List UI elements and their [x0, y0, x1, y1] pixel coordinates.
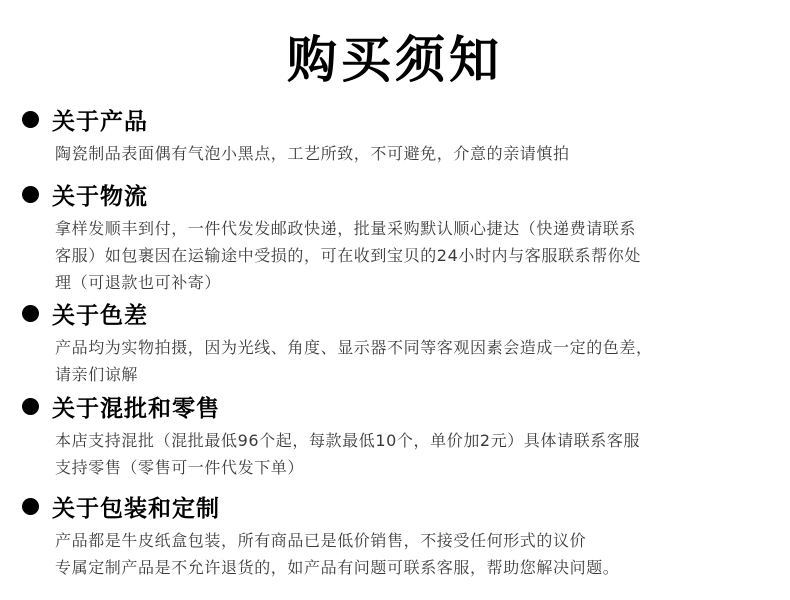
body-line: 产品都是牛皮纸盒包装，所有商品已是低价销售，不接受任何形式的议价	[55, 531, 587, 550]
bullet-icon	[22, 498, 39, 515]
section-heading-text: 关于包装和定制	[52, 495, 220, 522]
section-heading-text: 关于混批和零售	[52, 395, 220, 422]
section-body	[55, 215, 782, 296]
section-product	[22, 102, 782, 167]
bullet-icon	[22, 186, 39, 203]
bullet-icon	[22, 111, 39, 128]
section-logistics	[22, 177, 782, 296]
section-body	[55, 334, 782, 388]
section-heading	[22, 177, 782, 211]
bullet-icon	[22, 398, 39, 415]
body-line: 支持零售（零售可一件代发下单）	[55, 458, 305, 477]
section-body	[55, 140, 782, 167]
body-line: 专属定制产品是不允许退货的，如产品有问题可联系客服，帮助您解决问题。	[55, 558, 620, 577]
section-heading	[22, 296, 782, 330]
section-heading	[22, 102, 782, 136]
body-line: 拿样发顺丰到付，一件代发发邮政快递，批量采购默认顺心捷达（快递费请联系	[55, 219, 637, 238]
section-heading-text: 关于色差	[52, 302, 148, 329]
section-heading	[22, 489, 782, 523]
body-line: 本店支持混批（混批最低96个起，每款最低10个，单价加2元）具体请联系客服	[55, 431, 641, 450]
body-line: 请亲们谅解	[55, 365, 139, 384]
section-packaging-customization	[22, 489, 782, 581]
body-line: 产品均为实物拍摄，因为光线、角度、显示器不同等客观因素会造成一定的色差，	[55, 338, 653, 357]
section-body	[55, 527, 782, 581]
section-heading-text: 关于物流	[52, 183, 148, 210]
section-mixed-wholesale-retail	[22, 389, 782, 481]
section-body	[55, 427, 782, 481]
section-color-difference	[22, 296, 782, 388]
body-line: 陶瓷制品表面偶有气泡小黑点，工艺所致，不可避免，介意的亲请慎拍	[55, 144, 570, 163]
page-title: 购买须知	[287, 31, 503, 89]
body-line: 客服）如包裹因在运输途中受损的，可在收到宝贝的24小时内与客服联系帮你处	[55, 246, 641, 265]
body-line: 理（可退款也可补寄）	[55, 273, 222, 292]
bullet-icon	[22, 305, 39, 322]
section-heading	[22, 389, 782, 423]
section-heading-text: 关于产品	[52, 108, 148, 135]
